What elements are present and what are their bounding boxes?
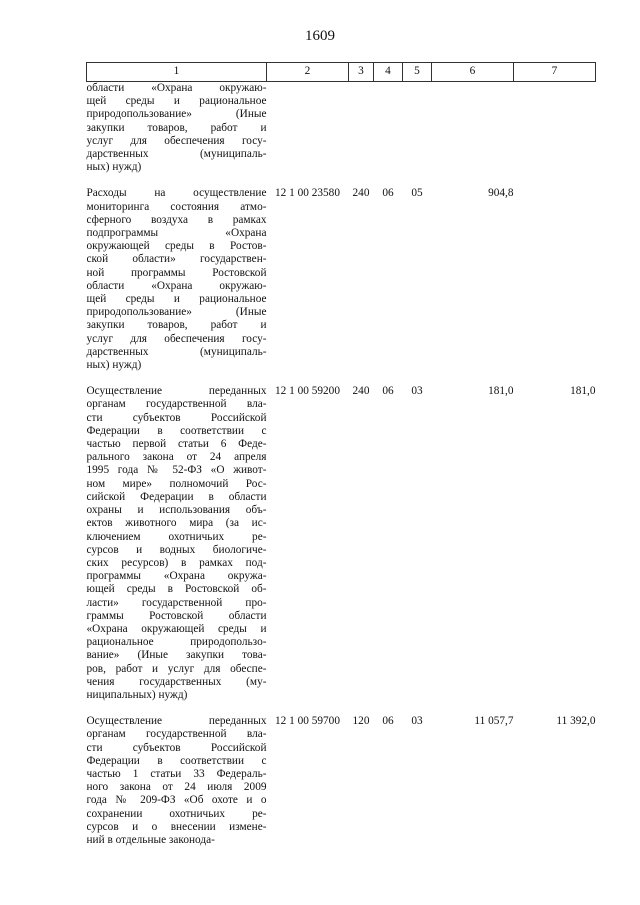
description-line: Осуществление переданных bbox=[86, 385, 267, 398]
subsection: 03 bbox=[411, 715, 423, 728]
description-line: сурсов и о внесении измене- bbox=[86, 820, 267, 833]
description-line: дарственных (муниципаль- bbox=[86, 345, 267, 358]
description-line: ров, работ и услуг для обеспе- bbox=[86, 662, 267, 675]
description-line: частью первой статьи 6 Феде- bbox=[86, 438, 267, 451]
description-line: природопользование» (Иные bbox=[86, 306, 267, 319]
subsection: 05 bbox=[411, 187, 423, 200]
description-line: ном мире» полномочий Рос- bbox=[86, 477, 267, 490]
section bbox=[374, 82, 403, 188]
amount-year-1: 904,8 bbox=[488, 187, 514, 200]
amount-year-1: 181,0 bbox=[488, 385, 514, 398]
subsection bbox=[403, 82, 432, 188]
description-line: дарственных (муниципаль- bbox=[86, 148, 267, 161]
description-line: ских ресурсов) в рамках под- bbox=[86, 556, 267, 569]
description-line: сти субъектов Российской bbox=[86, 741, 267, 754]
header-col-3: 3 bbox=[349, 63, 374, 82]
description-line: чения государственных (му- bbox=[86, 675, 267, 688]
description-line: мониторинга состояния атмо- bbox=[86, 200, 267, 213]
description-line: закупки товаров, работ и bbox=[86, 319, 267, 332]
row-description bbox=[87, 385, 267, 715]
description-line: ласти» государственной про- bbox=[86, 596, 267, 609]
description-line: области «Охрана окружаю- bbox=[86, 82, 267, 94]
budget-code: 12 1 00 59200 bbox=[275, 385, 340, 398]
description-line: Федерации в соответствии с bbox=[86, 424, 267, 437]
description-line: рациональное природопользо- bbox=[86, 636, 267, 649]
description-line: щей среды и рациональное bbox=[86, 95, 267, 108]
budget-table bbox=[86, 62, 596, 847]
page-number: 1609 bbox=[305, 28, 335, 44]
header-col-6: 6 bbox=[432, 63, 514, 82]
description-line: ного закона от 24 июля 2009 bbox=[86, 781, 267, 794]
header-col-1: 1 bbox=[87, 63, 267, 82]
description-line: сурсов и водных биологиче- bbox=[86, 543, 267, 556]
header-col-7: 7 bbox=[514, 63, 596, 82]
description-line: органам государственной вла- bbox=[86, 398, 267, 411]
description-line: программы «Охрана окружа- bbox=[86, 570, 267, 583]
amount-year-1: 11 057,7 bbox=[474, 715, 514, 728]
section: 06 bbox=[382, 715, 394, 728]
description-line: окружающей среды в Ростов- bbox=[86, 240, 267, 253]
row-description bbox=[87, 715, 267, 847]
amount-year-2 bbox=[514, 187, 596, 385]
description-line: граммы Ростовской области bbox=[86, 609, 267, 622]
header-col-5: 5 bbox=[403, 63, 432, 82]
description-line: ющей среды в Ростовской об- bbox=[86, 583, 267, 596]
subsection: 03 bbox=[411, 385, 423, 398]
table-body bbox=[87, 82, 596, 848]
description-line: ключением охотничьих ре- bbox=[86, 530, 267, 543]
description-line: подпрограммы «Охрана bbox=[86, 227, 267, 240]
description-line: сферного воздуха в рамках bbox=[86, 213, 267, 226]
amount-year-2 bbox=[514, 82, 596, 188]
description-line: услуг для обеспечения госу- bbox=[86, 332, 267, 345]
description-line: года № 209-ФЗ «Об охоте и о bbox=[86, 794, 267, 807]
description-line: 1995 года № 52-ФЗ «О живот- bbox=[86, 464, 267, 477]
description-line: ных) нужд) bbox=[86, 161, 142, 174]
description-line: Федерации в соответствии с bbox=[86, 754, 267, 767]
description-line: Расходы на осуществление bbox=[86, 187, 267, 200]
description-line: ской области» государствен- bbox=[86, 253, 267, 266]
description-line: природопользование» (Иные bbox=[86, 108, 267, 121]
description-line: ектов животного мира (за ис- bbox=[86, 517, 267, 530]
description-line: закупки товаров, работ и bbox=[86, 121, 267, 134]
description-line: ниципальных) нужд) bbox=[86, 688, 188, 701]
header-row bbox=[87, 63, 596, 82]
expense-type: 240 bbox=[352, 385, 370, 398]
row-description bbox=[87, 187, 267, 385]
table-row bbox=[87, 385, 596, 715]
description-line: ных) нужд) bbox=[86, 359, 142, 372]
description-line: «Охрана окружающей среды и bbox=[86, 622, 267, 635]
table-row bbox=[87, 82, 596, 188]
table-row bbox=[87, 187, 596, 385]
amount-year-1 bbox=[432, 82, 514, 188]
header-col-4: 4 bbox=[374, 63, 403, 82]
description-line: области «Охрана окружаю- bbox=[86, 279, 267, 292]
description-line: Осуществление переданных bbox=[86, 715, 267, 728]
table-row bbox=[87, 715, 596, 847]
description-line: вание» (Иные закупки това- bbox=[86, 649, 267, 662]
budget-code: 12 1 00 59700 bbox=[275, 715, 340, 728]
description-line: щей среды и рациональное bbox=[86, 293, 267, 306]
description-line: частью 1 статьи 33 Федераль- bbox=[86, 767, 267, 780]
budget-code: 12 1 00 23580 bbox=[275, 187, 340, 200]
description-line: сохранении охотничьих ре- bbox=[86, 807, 267, 820]
amount-year-2: 11 392,0 bbox=[556, 715, 596, 728]
description-line: сийской Федерации в области bbox=[86, 490, 267, 503]
description-line: сти субъектов Российской bbox=[86, 411, 267, 424]
section: 06 bbox=[382, 385, 394, 398]
section: 06 bbox=[382, 187, 394, 200]
row-description bbox=[87, 82, 267, 188]
description-line: охраны и использования объ- bbox=[86, 504, 267, 517]
description-line: услуг для обеспечения госу- bbox=[86, 134, 267, 147]
expense-type: 120 bbox=[352, 715, 370, 728]
budget-code bbox=[267, 82, 349, 188]
description-line: ной программы Ростовской bbox=[86, 266, 267, 279]
expense-type: 240 bbox=[352, 187, 370, 200]
description-line: ний в отдельные законода- bbox=[86, 833, 215, 846]
header-col-2: 2 bbox=[267, 63, 349, 82]
amount-year-2: 181,0 bbox=[570, 385, 596, 398]
description-line: органам государственной вла- bbox=[86, 728, 267, 741]
expense-type bbox=[349, 82, 374, 188]
description-line: рального закона от 24 апреля bbox=[86, 451, 267, 464]
